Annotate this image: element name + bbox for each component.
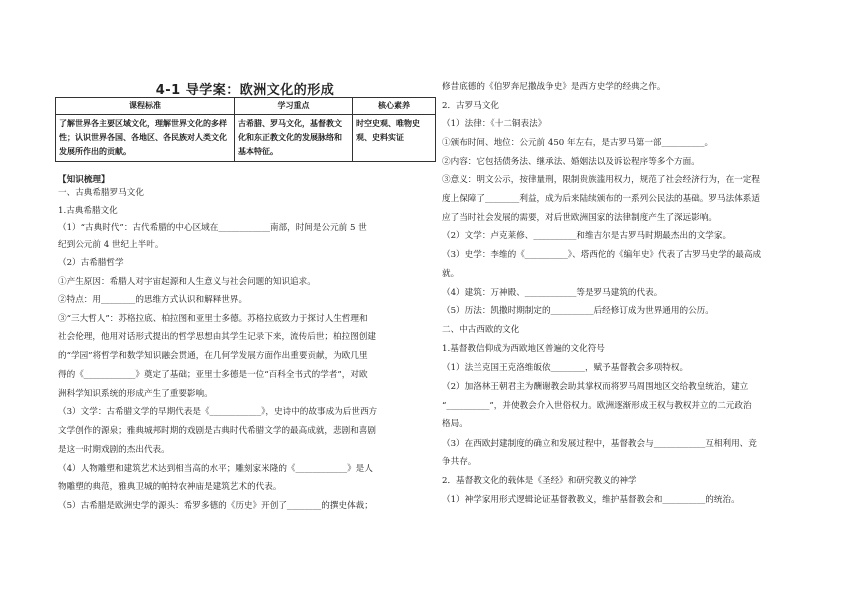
- right-text-line: 2．古罗马文化: [442, 101, 500, 111]
- left-text-line: ①产生原因：希腊人对宇宙起源和人生意义与社会问题的知识追求。: [58, 277, 316, 287]
- right-text-line: ②内容：它包括债务法、继承法、婚姻法以及诉讼程序等多个方面。: [442, 157, 700, 167]
- left-text-line: 一、古典希腊罗马文化: [58, 188, 144, 198]
- left-text-line: ②特点：用________的思维方式认识和解释世界。: [58, 295, 248, 305]
- right-text-line: （4）建筑：万神殿、____________等是罗马建筑的代表。: [442, 288, 663, 298]
- left-text-line: 纪到公元前 4 世纪上半叶。: [58, 240, 164, 250]
- right-text-line: 争共存。: [442, 457, 477, 467]
- right-text-line: 1.基督教信仰成为西欧地区普遍的文化符号: [442, 344, 605, 354]
- right-text-line: （3）在西欧封建制度的确立和发展过程中，基督教会与____________互相利用、竞: [442, 439, 757, 449]
- right-text-line: （1）法兰克国王克洛维皈依________，赋予基督教会多项特权。: [442, 363, 689, 373]
- left-text-line: （5）古希腊是欧洲史学的源头：希罗多德的《历史》开创了________的撰史体裁；: [58, 501, 373, 511]
- right-text-line: 2．基督教文化的载体是《圣经》和研究教义的神学: [442, 476, 637, 486]
- curriculum-table: [55, 97, 436, 162]
- right-text-line: 度上保障了________利益，成为后来陆续颁布的一系列公民法的基础。罗马法体系适: [442, 194, 760, 204]
- right-text-line: 应了当时社会发展的需要，对后世欧洲国家的法律制度产生了深远影响。: [442, 213, 718, 223]
- right-text-line: ③意义：明文公示，按律量刑，限制贵族滥用权力，规范了社会经济行为，在一定程: [442, 175, 760, 185]
- left-text-line: （4）人物雕塑和建筑艺术达到相当高的水平；雕刻家米隆的《____________》是人: [58, 464, 373, 474]
- table-header-standard: 课程标准: [56, 98, 235, 115]
- left-text-line: ③“三大哲人”：苏格拉底、柏拉图和亚里士多德。苏格拉底致力于探讨人生哲理和: [58, 314, 368, 324]
- table-header-literacy: 核心素养: [353, 98, 436, 115]
- right-text-line: （2）文学：卢克莱修、__________和维吉尔是古罗马时期最杰出的文学家。: [442, 231, 732, 241]
- right-text-line: 二、中古西欧的文化: [442, 325, 520, 335]
- right-text-line: “__________”，并使教会介入世俗权力。欧洲逐渐形成王权与教权并立的二元政治: [442, 401, 752, 411]
- right-text-line: 修昔底德的《伯罗奔尼撒战争史》是西方史学的经典之作。: [442, 82, 666, 92]
- right-text-line: （1）法律：《十二铜表法》: [442, 119, 547, 129]
- left-text-line: 得的《____________》奠定了基础；亚里士多德是一位“百科全书式的学者”，对欧: [58, 370, 368, 380]
- left-text-line: 1.古典希腊文化: [58, 206, 118, 216]
- left-text-line: （1）“古典时代”：古代希腊的中心区域在____________南部，时间是公元前 5 世: [58, 223, 367, 233]
- left-text-line: （3）文学：古希腊文学的早期代表是《____________》，史诗中的故事成为后世西方: [58, 407, 378, 417]
- left-text-line: 文学创作的源泉；雅典城邦时期的戏剧是古典时代希腊文学的最高成就，悲剧和喜剧: [58, 426, 376, 436]
- table-cell-standard: 了解世界各主要区域文化，理解世界文化的多样性；认识世界各国、各地区、各民族对人类文化发展所作出的贡献。: [56, 115, 235, 162]
- page-title: 4-1 导学案：欧洲文化的形成: [155, 83, 335, 98]
- right-text-line: （3）史学：李维的《__________》、塔西佗的《编年史》代表了古罗马史学的最高成: [442, 250, 762, 260]
- table-cell-focus: 古希腊、罗马文化，基督教文化和东正教文化的发展脉络和基本特征。: [235, 115, 353, 162]
- table-header-focus: 学习重点: [235, 98, 353, 115]
- table-cell-literacy: 时空史观、唯物史观、史料实证: [353, 115, 436, 162]
- right-text-line: 格局。: [442, 419, 468, 429]
- left-text-line: 洲科学知识系统的形成产生了重要影响。: [58, 389, 213, 399]
- right-text-line: （5）历法：凯撒时期制定的__________后经修订成为世界通用的公历。: [442, 306, 714, 316]
- right-text-line: （1）神学家用形式逻辑论证基督教教义，维护基督教会和__________的统治。: [442, 495, 740, 505]
- left-text-line: 是这一时期戏剧的杰出代表。: [58, 445, 170, 455]
- right-text-line: （2）加洛林王朝君主为酬谢教会助其掌权而将罗马周围地区交给教皇统治，建立: [442, 382, 749, 392]
- right-text-line: 就。: [442, 269, 460, 279]
- right-text-line: ①颁布时间、地位：公元前 450 年左右，是古罗马第一部__________。: [442, 138, 714, 148]
- left-text-line: 物雕塑的典范，雅典卫城的帕特农神庙是建筑艺术的代表。: [58, 482, 282, 492]
- left-text-line: 【知识梳理】: [58, 175, 110, 185]
- left-text-line: （2）古希腊哲学: [58, 258, 124, 268]
- left-text-line: 社会伦理，他用对话形式提出的哲学思想由其学生记录下来，流传后世；柏拉图创建: [58, 332, 376, 342]
- left-text-line: 的“学园”将哲学和数学知识融会贯通，在几何学发展方面作出重要贡献，为欧几里: [58, 351, 368, 361]
